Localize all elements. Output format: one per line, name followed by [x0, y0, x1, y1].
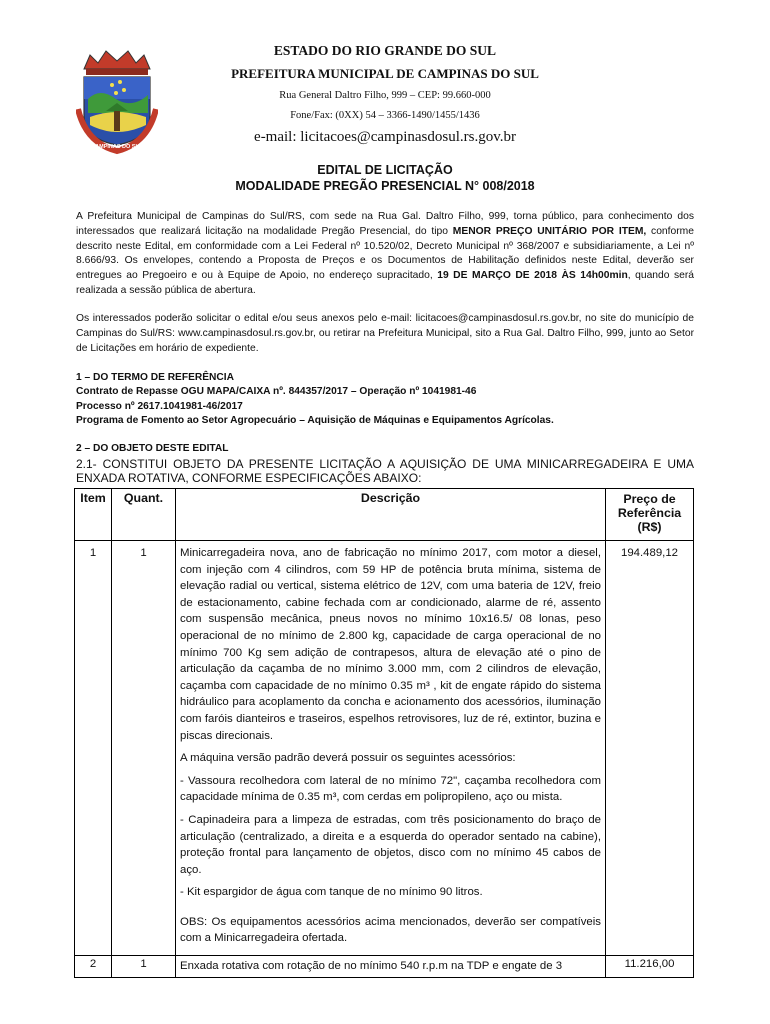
row-item: 2 — [75, 956, 112, 978]
desc-paragraph: - Vassoura recolhedora com lateral de no mínimo 72", caçamba recolhedora com capacidade mínima de 0.35 m³, com cerdas em polipropileno, aço ou mista. — [180, 774, 601, 804]
intro-text-c: conforme descrito neste Edital, em conformidade com a Lei Federal nº 10.520/02, Decreto Municipal nº 368/2007 e subsidiariamente, a Lei nº 8.666/93. Os envelopes, contendo a Proposta de Preços e os Documentos de Habilitação definidos neste Edital, deverão ser entregues ao Pregoeiro e ou à Equipe de Apoio, no endereço supracitado, — [76, 225, 694, 282]
municipal-crest-logo — [76, 47, 158, 157]
state-name: ESTADO DO RIO GRANDE DO SUL — [273, 43, 497, 58]
section-1-process: Processo nº 2617.1041981-46/2017 — [76, 400, 243, 412]
col-desc-header: Descrição — [176, 489, 606, 541]
row-description — [176, 956, 606, 978]
document-title: EDITAL DE LICITAÇÃO — [317, 163, 453, 177]
row-price: 194.489,12 — [606, 541, 694, 956]
row-quant: 1 — [112, 541, 176, 956]
section-1-heading: 1 – DO TERMO DE REFERÊNCIA — [76, 372, 234, 383]
intro-text-bold-date: 19 DE MARÇO DE 2018 ÀS 14h00min — [437, 270, 628, 282]
crest-ribbon-text: CAMPINAS DO SUL — [91, 144, 143, 150]
section-1 — [76, 371, 694, 428]
desc-paragraph: Minicarregadeira nova, ano de fabricação no mínimo 2017, com motor a diesel, com injeção com 4 cilindros, com 59 HP de potência bruta mínima, sistema de elevação radial ou vertical, sistema elétrico de 12V, com uma bateria de 12V, freio de estacionamento, cabine fechada com ar condicionado, alarme de ré, assento com suspensão mecânica, pneus novos no mínimo 10x16.5/ 08 lonas, peso operacional de no mínimo de 2.800 kg, capacidade de carga operacional de no mínimo 700 Kg sem adição de contrapesos, altura de elevação até o pino de articulação da caçamba de no mínimo 3.000 mm, com 2 cilindros de elevação, caçamba com capacidade de no mínimo 0.35 m³ , kit de engate rápido do sistema hidráulico para acoplamento da concha e acionamento dos acessórios, iluminação com faróis dianteiros e traseiros, espelhos retrovisores, luz de ré, extintor, buzina e piscas direcionais. — [180, 547, 601, 742]
col-quant-header: Quant. — [112, 489, 176, 541]
items-table — [74, 488, 694, 978]
desc-paragraph: - Capinadeira para a limpeza de estradas, com três posicionamento do braço de articulação (centralizado, a direita e a esquerda do operador sentado na cabine), proteção frontal para lançamento de objetos, disco com no mínimo 45 cabos de aço. — [180, 813, 601, 876]
row-quant: 1 — [112, 956, 176, 978]
row-item: 1 — [75, 541, 112, 956]
phone-line: Fone/Fax: (0XX) 54 – 3366-1490/1455/1436 — [290, 110, 480, 121]
section-2-heading: 2 – DO OBJETO DESTE EDITAL — [76, 443, 229, 454]
table-header-row — [75, 489, 694, 541]
desc-paragraph: - Kit espargidor de água com tanque de no mínimo 90 litros. — [180, 886, 483, 899]
document-subtitle: MODALIDADE PREGÃO PRESENCIAL N° 008/2018 — [235, 179, 535, 193]
email-line: e-mail: licitacoes@campinasdosul.rs.gov.br — [254, 129, 516, 145]
table-row — [75, 541, 694, 956]
desc-paragraph: Enxada rotativa com rotação de no mínimo 540 r.p.m na TDP e engate de 3 — [180, 960, 563, 973]
table-row — [75, 956, 694, 978]
row-description — [176, 541, 606, 956]
desc-paragraph: OBS: Os equipamentos acessórios acima mencionados, deverão ser compatíveis com a Minicarregadeira ofertada. — [180, 915, 601, 945]
col-item-header: Item — [75, 489, 112, 541]
access-paragraph: Os interessados poderão solicitar o edital e/ou seus anexos pelo e-mail: licitacoes@campinasdosul.rs.gov.br, no site do município de Campinas do Sul/RS: www.campinasdosul.rs.gov.br, ou retirar na Prefeitura Municipal, sito a Rua Gal. Daltro Filho, 999, junto ao Setor de Licitações em horário de expediente. — [76, 313, 694, 354]
intro-paragraph — [76, 210, 694, 299]
section-1-contract: Contrato de Repasse OGU MAPA/CAIXA nº. 844357/2017 – Operação nº 1041981-46 — [76, 386, 477, 398]
desc-paragraph: A máquina versão padrão deverá possuir os seguintes acessórios: — [180, 752, 516, 765]
intro-text-a: A Prefeitura Municipal de Campinas do Sul/RS, com sede na Rua Gal. Daltro Filho, 999, torna público, para conhecimento dos interessados que realizará licitação na modalidade Pregão Presencial, do tipo — [76, 211, 694, 237]
col-price-header: Preço de Referência (R$) — [606, 489, 694, 541]
row-price: 11.216,00 — [606, 956, 694, 978]
intro-text-e: , quando será realizada a sessão pública de abertura. — [76, 270, 694, 296]
municipality-name: PREFEITURA MUNICIPAL DE CAMPINAS DO SUL — [231, 66, 539, 81]
section-2-subtitle: 2.1- CONSTITUI OBJETO DA PRESENTE LICITAÇÃO A AQUISIÇÃO DE UMA MINICARREGADEIRA E UMA ENXADA ROTATIVA, CONFORME ESPECIFICAÇÕES ABAIXO: — [76, 457, 694, 485]
address-line: Rua General Daltro Filho, 999 – CEP: 99.660-000 — [279, 90, 491, 101]
section-1-program: Programa de Fomento ao Setor Agropecuário – Aquisição de Máquinas e Equipamentos Agrícolas. — [76, 414, 554, 426]
intro-text-bold-type: MENOR PREÇO UNITÁRIO POR ITEM, — [452, 225, 647, 237]
